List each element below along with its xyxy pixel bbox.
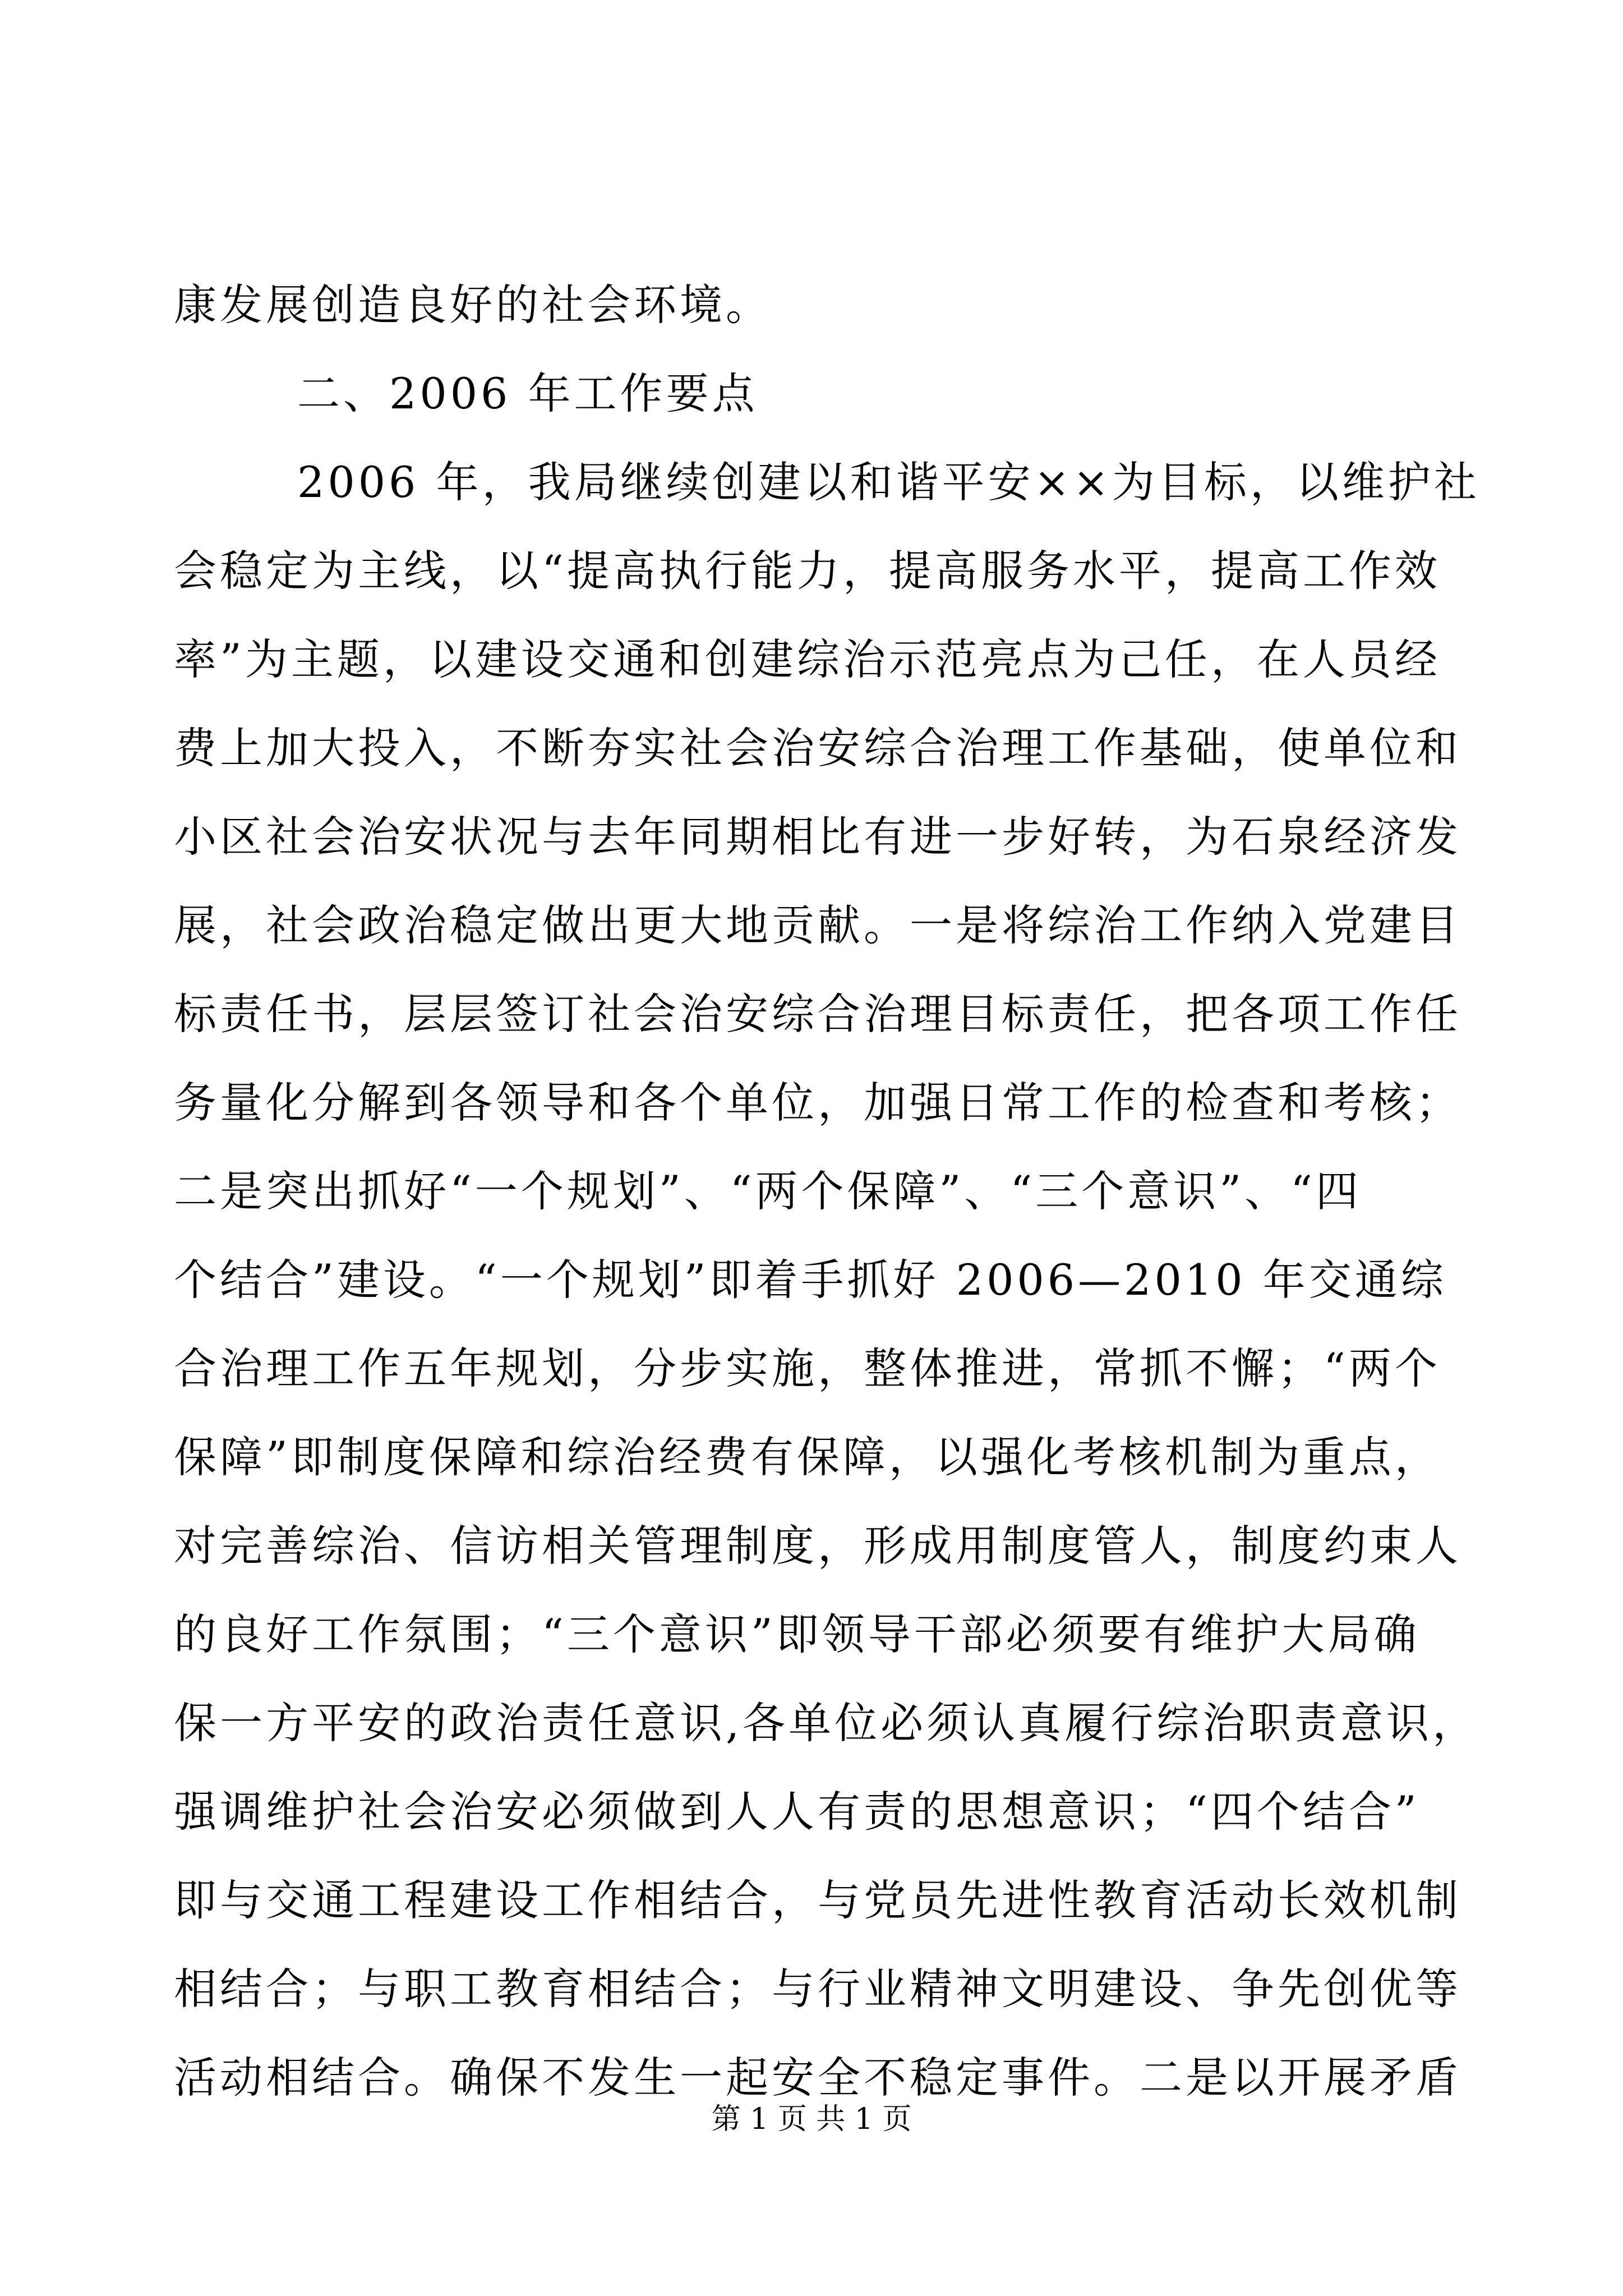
text-line: 2006 年，我局继续创建以和谐平安××为目标，以维护社 [297,457,1480,507]
text-line: 务量化分解到各领导和各个单位，加强日常工作的检查和考核； [174,1078,1461,1128]
text-line: 康发展创造良好的社会环境。 [174,280,772,330]
text-line: 二是突出抓好“一个规划”、“两个保障”、“三个意识”、“四 [174,1166,1362,1216]
text-line: 费上加大投入，不断夯实社会治安综合治理工作基础，使单位和 [174,723,1461,773]
text-line: 小区社会治安状况与去年同期相比有进一步好转，为石泉经济发 [174,812,1461,862]
text-line: 保障”即制度保障和综治经费有保障，以强化考核机制为重点， [174,1432,1441,1482]
text-line: 率”为主题，以建设交通和创建综治示范亮点为己任，在人员经 [174,634,1441,684]
text-line: 展，社会政治稳定做出更大地贡献。一是将综治工作纳入党建目 [174,900,1461,950]
text-line: 合治理工作五年规划，分步实施，整体推进，常抓不懈；“两个 [174,1343,1441,1393]
text-line: 相结合；与职工教育相结合；与行业精神文明建设、争先创优等 [174,1964,1461,2014]
text-line: 个结合”建设。“一个规划”即着手抓好 2006—2010 年交通综 [174,1255,1447,1305]
text-line: 二、2006 年工作要点 [297,369,758,418]
body-text [174,261,1480,2122]
text-line: 强调维护社会治安必须做到人人有责的思想意识；“四个结合” [174,1787,1420,1837]
text-line: 即与交通工程建设工作相结合，与党员先进性教育活动长效机制 [174,1875,1461,1925]
text-line: 会稳定为主线，以“提高执行能力，提高服务水平，提高工作效 [174,546,1441,596]
text-line: 保一方平安的政治责任意识,各单位必须认真履行综治职责意识， [174,1698,1479,1748]
text-line: 对完善综治、信访相关管理制度，形成用制度管人，制度约束人 [174,1521,1461,1571]
page-footer: 第 1 页 共 1 页 [711,2102,912,2136]
text-line: 活动相结合。确保不发生一起安全不稳定事件。二是以开展矛盾 [174,2053,1461,2102]
text-line: 的良好工作氛围；“三个意识”即领导干部必须要有维护大局确 [174,1609,1420,1659]
text-line: 标责任书，层层签订社会治安综合治理目标责任，把各项工作任 [174,989,1461,1039]
